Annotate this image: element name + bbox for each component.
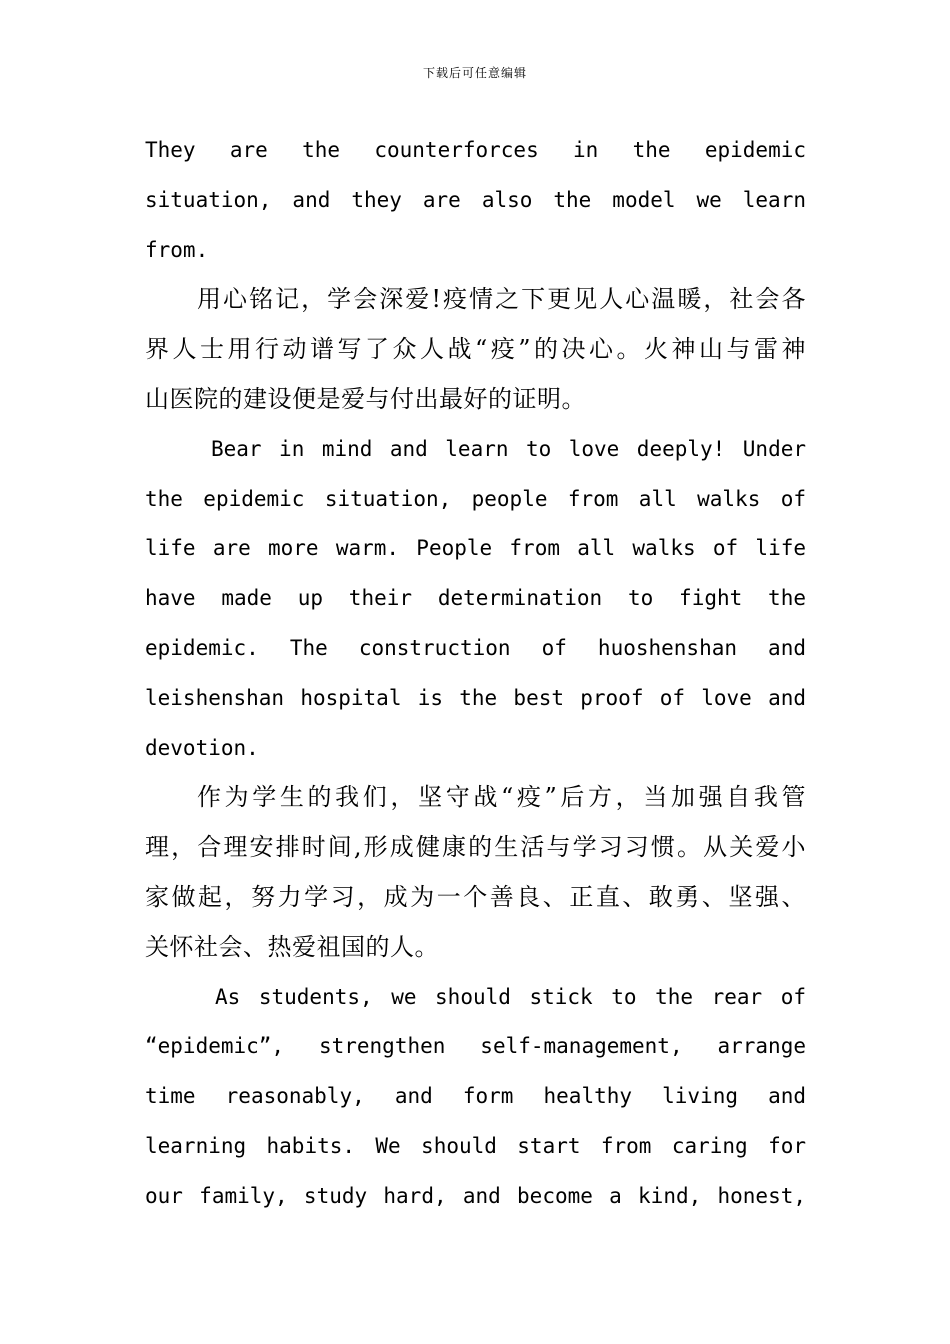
text-line: 界人士用行动谱写了众人战“疫”的决心。火神山与雷神 [145,335,806,364]
document-body [145,126,806,1222]
text-line: 作为学生的我们，坚守战“疫”后方，当加强自我管 [197,783,806,812]
text-line: 家做起，努力学习，成为一个善良、正直、敢勇、坚强、 [145,882,806,911]
paragraph-zh-2 [145,773,806,972]
text-line: situation, and they are also the model we learn [145,187,806,212]
text-line: “epidemic”, strengthen self-management, arrange [145,1034,806,1059]
text-line: from. [145,237,209,262]
text-line: Bear in mind and learn to love deeply! Under [211,436,806,461]
text-line: our family, study hard, and become a kind, honest, [145,1183,806,1208]
text-line: They are the counterforces in the epidemic [145,138,806,162]
text-line: epidemic. The construction of huoshenshan and [145,635,806,660]
text-line: 山医院的建设便是爱与付出最好的证明。 [145,384,586,413]
paragraph-en-1 [145,126,806,275]
text-line: 理，合理安排时间,形成健康的生活与学习习惯。从关爱小 [145,833,806,862]
paragraph-en-3 [145,973,806,1222]
paragraph-zh-1 [145,275,806,424]
text-line: learning habits. We should start from caring for [145,1133,806,1158]
text-line: life are more warm. People from all walks of life [145,536,806,561]
text-line: 关怀社会、热爱祖国的人。 [145,932,439,961]
text-line: time reasonably, and form healthy living and [145,1084,806,1109]
page-header: 下载后可任意编辑 [422,66,527,80]
text-line: devotion. [145,735,259,760]
text-line: As students, we should stick to the rear of [215,984,806,1009]
text-line: have made up their determination to fight the [145,586,806,611]
text-line: 用心铭记，学会深爱!疫情之下更见人心温暖，社会各 [197,285,806,314]
text-line: the epidemic situation, people from all walks of [145,486,806,511]
paragraph-en-2 [145,425,806,774]
text-line: leishenshan hospital is the best proof of love and [145,685,806,710]
